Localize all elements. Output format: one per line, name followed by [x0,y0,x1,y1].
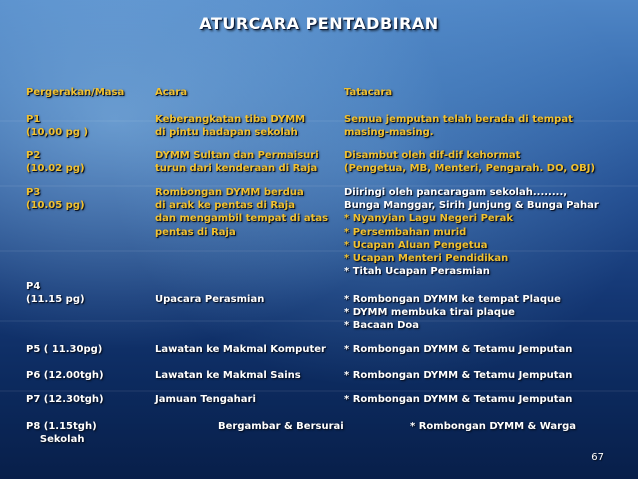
header-pergerakan-masa: Pergerakan/Masa [26,87,125,98]
row-p5-time: P5 ( 11.30pg) [26,344,103,355]
row-p3-tatacara [344,186,599,278]
row-p4-tatacara [344,293,561,333]
row-p4-tatacara-line: * Rombongan DYMM ke tempat Plaque [344,294,561,305]
row-p1-time-line: P1 [26,114,41,125]
row-p4-tatacara-line: * DYMM membuka tirai plaque [344,307,515,319]
row-p4-time [26,280,85,306]
row-p2-acara [155,149,319,175]
row-p2-acara-line: turun dari kenderaan di Raja [155,163,318,175]
row-p1-tatacara-line: Semua jemputan telah berada di tempat [344,114,573,125]
page-number: 67 [591,452,604,463]
slide-title: ATURCARA PENTADBIRAN [199,14,439,33]
row-p2-time-line: (10.02 pg) [26,163,85,175]
row-p1-time [26,113,88,139]
row-p3-acara-line: Rombongan DYMM berdua [155,187,304,198]
row-p3-time-line: P3 [26,187,41,198]
row-p1-acara-line: di pintu hadapan sekolah [155,127,298,139]
row-p2-tatacara [344,149,595,175]
row-p1-time-line: (10,00 pg ) [26,127,89,139]
row-p6-acara: Lawatan ke Makmal Sains [155,370,301,381]
row-p3-acara-line: dan mengambil tempat di atas [155,213,329,225]
row-p4-tatacara-line: * Bacaan Doa [344,320,420,332]
row-p3-tatacara-line: * Titah Ucapan Perasmian [344,266,490,278]
row-p3-acara-line: di arak ke pentas di Raja [155,200,295,212]
row-p8-time [26,420,97,446]
row-p3-acara-line: pentas di Raja [155,226,236,238]
row-p2-time [26,149,85,175]
row-p7-acara: Jamuan Tengahari [155,394,256,405]
row-p8-acara: Bergambar & Bersurai [218,421,344,432]
row-p4-acara-line: Upacara Perasmian [155,294,265,305]
row-p3-tatacara-line: * Nyanyian Lagu Negeri Perak [344,213,514,225]
row-p2-tatacara-line: Disambut oleh dif-dif kehormat [344,150,521,161]
row-p3-tatacara-line: Bunga Manggar, Sirih Junjung & Bunga Pahar [344,200,599,212]
row-p8-time-line: P8 (1.15tgh) [26,421,97,432]
row-p1-acara-line: Keberangkatan tiba DYMM [155,114,306,125]
row-p6-time: P6 (12.00tgh) [26,370,104,381]
row-p3-tatacara-line: * Persembahan murid [344,226,467,238]
row-p2-time-line: P2 [26,150,41,161]
row-p7-time: P7 (12.30tgh) [26,394,104,405]
row-p3-time-line: (10.05 pg) [26,200,85,212]
row-p2-tatacara-line: (Pengetua, MB, Menteri, Pengarah. DO, OBJ) [344,163,596,175]
row-p5-acara: Lawatan ke Makmal Komputer [155,344,326,355]
row-p2-acara-line: DYMM Sultan dan Permaisuri [155,150,319,161]
row-p8-time-line: Sekolah [26,434,85,446]
row-p6-tatacara: * Rombongan DYMM & Tetamu Jemputan [344,370,573,381]
row-p3-tatacara-line: Diiringi oleh pancaragam sekolah........, [344,187,568,198]
row-p7-tatacara: * Rombongan DYMM & Tetamu Jemputan [344,394,573,405]
row-p4-time-line: P4 [26,281,41,292]
row-p4-acara [155,293,264,306]
row-p1-tatacara [344,113,573,139]
row-p4-time-line: (11.15 pg) [26,294,85,306]
row-p3-time [26,186,85,212]
header-tatacara: Tatacara [344,87,393,98]
header-acara: Acara [155,87,188,98]
row-p1-acara [155,113,305,139]
row-p8-tatacara: * Rombongan DYMM & Warga [410,421,577,432]
row-p5-tatacara: * Rombongan DYMM & Tetamu Jemputan [344,344,573,355]
row-p3-acara [155,186,328,239]
row-p1-tatacara-line: masing-masing. [344,127,434,139]
row-p3-tatacara-line: * Ucapan Menteri Pendidikan [344,253,509,265]
row-p3-tatacara-line: * Ucapan Aluan Pengetua [344,239,488,251]
